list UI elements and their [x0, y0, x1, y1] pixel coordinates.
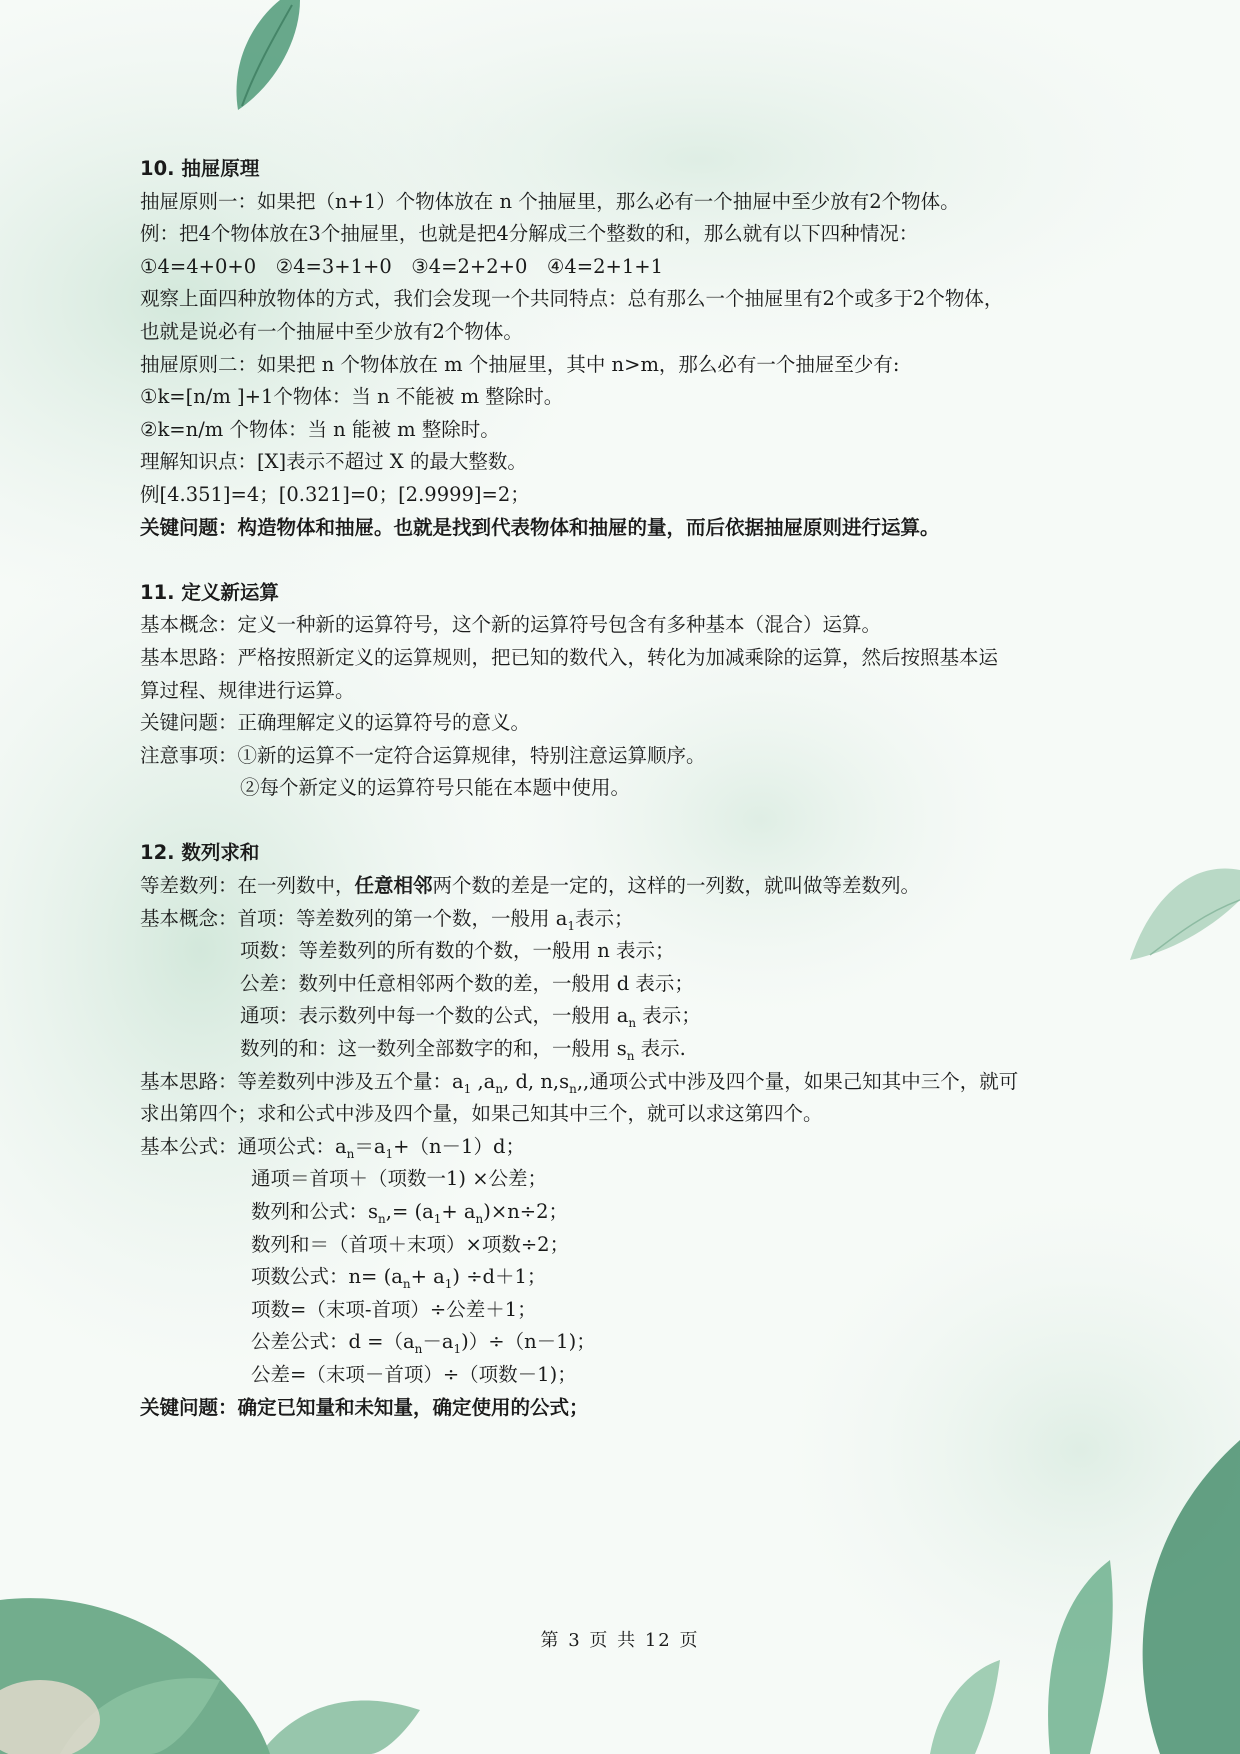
s12-concept-first-term: 基本概念：首项：等差数列的第一个数，一般用 $a_1$表示；	[140, 906, 634, 933]
s10-principle-one: 抽屉原则一：如果把（n+1）个物体放在 n 个抽屉里，那么必有一个抽屉中至少放有2个物体。	[140, 189, 960, 213]
s12-formula-difference-words: 公差=（末项－首项）÷（项数－1)；	[251, 1362, 577, 1386]
s10-case-k1: ①k=[n/m ]+1个物体：当 n 不能被 m 整除时。	[140, 385, 564, 409]
s12-formula-count: 项数公式：$n= (a_n+ a_1) \div d+1$；	[251, 1265, 547, 1292]
s10-example: 例：把4个物体放在3个抽屉里，也就是把4分解成三个整数的和，那么就有以下四种情况：	[140, 222, 919, 246]
s10-principle-two: 抽屉原则二：如果把 n 个物体放在 m 个抽屉里，其中 n>m，那么必有一个抽屉至少有:	[140, 352, 900, 376]
section-11-title: 11. 定义新运算	[140, 580, 279, 604]
section-10-title: 10. 抽屉原理	[140, 157, 260, 180]
s12-formula-count-words: 项数=（末项-首项）÷公差＋1；	[251, 1297, 537, 1321]
s12-concept-count: 项数：等差数列的所有数的个数，一般用 n 表示；	[240, 939, 675, 963]
s12-approach-cont: 求出第四个；求和公式中涉及四个量，如果己知其中三个，就可以求这第四个。	[140, 1102, 823, 1126]
s10-cases: ①4=4+0+0 ②4=3+1+0 ③4=2+2+0 ④4=2+1+1	[140, 254, 663, 278]
s10-knowledge-point: 理解知识点：[X]表示不超过 X 的最大整数。	[140, 450, 527, 474]
s12-emphasis: 任意相邻	[354, 874, 433, 898]
s12-arithmetic-sequence: 等差数列：在一列数中，任意相邻两个数的差是一定的，这样的一列数，就叫做等差数列。	[140, 874, 921, 898]
s11-approach-cont: 算过程、规律进行运算。	[140, 678, 355, 702]
s11-notes-2: ②每个新定义的运算符号只能在本题中使用。	[240, 776, 631, 800]
s12-key-question: 关键问题：确定已知量和未知量，确定使用的公式；	[140, 1395, 589, 1419]
s11-concept: 基本概念：定义一种新的运算符号，这个新的运算符号包含有多种基本（混合）运算。	[140, 613, 882, 637]
s12-formula-general-term-words: 通项＝首项＋（项数一1) ×公差；	[251, 1167, 548, 1191]
s12-formula-general-term: 基本公式：通项公式：$a_n=a_1+(n-1)d$；	[140, 1134, 525, 1161]
s11-approach: 基本思路：严格按照新定义的运算规则，把已知的数代入，转化为加减乘除的运算，然后按照基本运	[140, 645, 999, 669]
s10-observation-cont: 也就是说必有一个抽屉中至少放有2个物体。	[140, 319, 523, 343]
page-footer: 第 3 页 共 12 页	[540, 1630, 700, 1651]
s11-notes: 注意事项：①新的运算不一定符合运算规律，特别注意运算顺序。	[140, 743, 706, 767]
s11-key-question: 关键问题：正确理解定义的运算符号的意义。	[140, 711, 531, 735]
s10-floor-example: 例[4.351]=4；[0.321]=0；[2.9999]=2；	[140, 482, 530, 506]
s12-concept-general-term: 通项：表示数列中每一个数的公式，一般用 $a_n$ 表示；	[240, 1004, 701, 1031]
s10-observation: 观察上面四种放物体的方式，我们会发现一个共同特点：总有那么一个抽屉里有2个或多于2个物体，	[140, 287, 1004, 311]
s12-concept-sum: 数列的和：这一数列全部数字的和，一般用 $s_n$ 表示.	[240, 1037, 686, 1063]
s12-formula-sum-words: 数列和＝（首项＋末项）×项数÷2；	[251, 1232, 570, 1256]
s12-approach: 基本思路：等差数列中涉及五个量：$a_1$ $,a_n$, d, $n,s_n$,,通项公式中涉及四个量，如果己知其中三个，就可	[140, 1069, 1019, 1096]
section-12-title: 12. 数列求和	[140, 841, 260, 865]
s12-formula-difference: 公差公式：$d =(a_n-a_1))\div(n-1)$；	[251, 1330, 596, 1357]
s12-formula-sum: 数列和公式：$s_n,= (a_1+ a_n)\times n\div 2$；	[251, 1200, 569, 1226]
document-page	[140, 153, 1100, 1424]
s12-concept-difference: 公差：数列中任意相邻两个数的差，一般用 d 表示；	[240, 971, 694, 995]
s10-case-k2: ②k=n/m 个物体：当 n 能被 m 整除时。	[140, 417, 500, 441]
s10-key-question: 关键问题：构造物体和抽屉。也就是找到代表物体和抽屉的量，而后依据抽屉原则进行运算。	[140, 515, 940, 539]
